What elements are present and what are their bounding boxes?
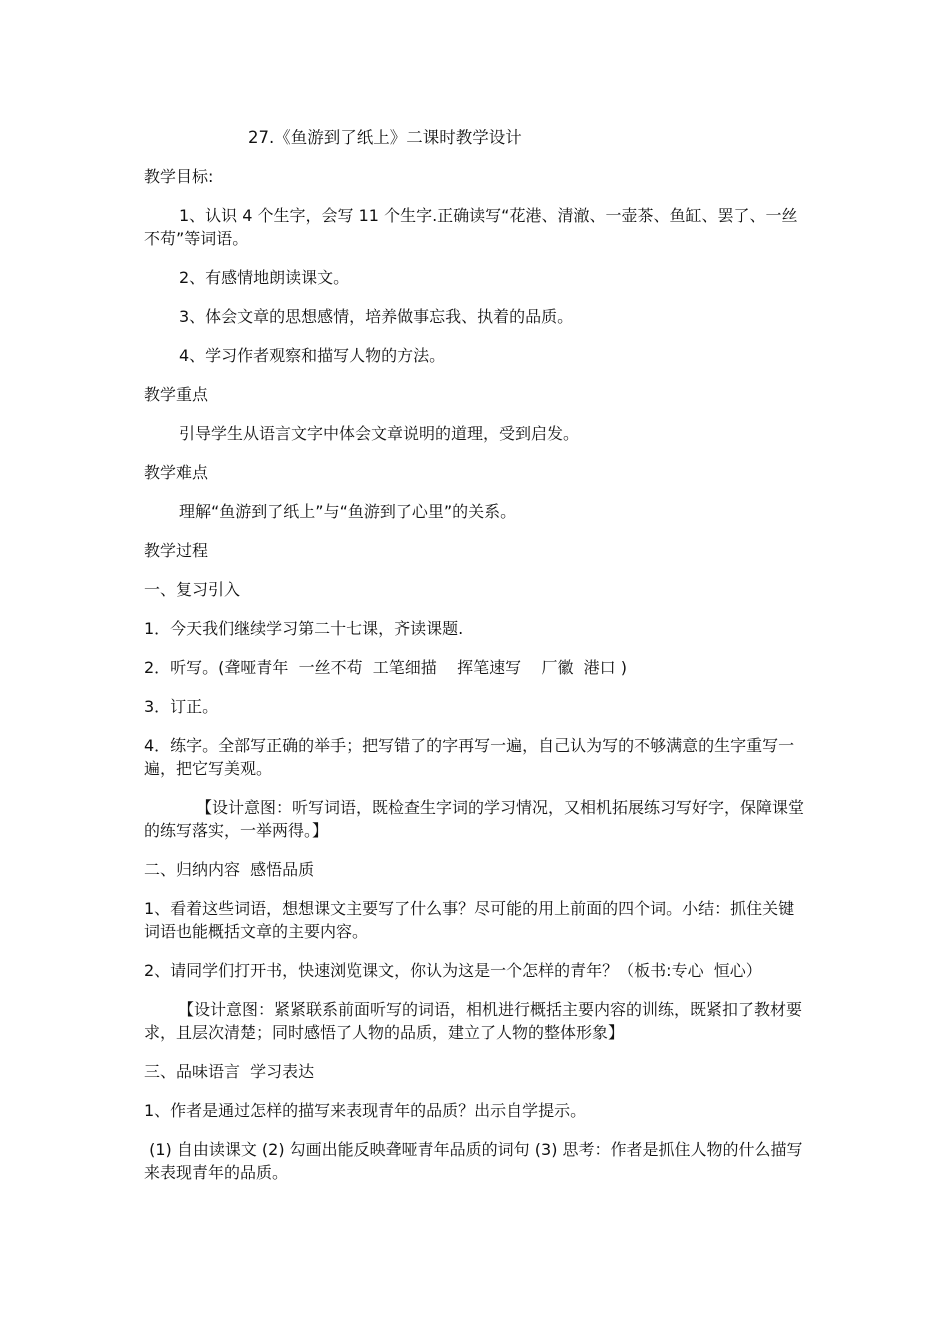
- process-step: 2．听写。(聋哑青年 一丝不苟 工笔细描 挥笔速写 厂徽 港口 ): [144, 658, 627, 677]
- goal-item: 1、认识 4 个生字，会写 11 个生字.正确读写“花港、清澈、一壶茶、鱼缸、罢了、一丝不苟”等词语。: [144, 206, 798, 248]
- goal-item: 3、体会文章的思想感情，培养做事忘我、执着的品质。: [179, 307, 574, 326]
- difficulty-text: 理解“鱼游到了纸上”与“鱼游到了心里”的关系。: [179, 502, 517, 521]
- process-step: 4．练字。全部写正确的举手；把写错了的字再写一遍，自己认为写的不够满意的生字重写一遍，把它写美观。: [144, 736, 795, 778]
- goal-item: 4、学习作者观察和描写人物的方法。: [179, 346, 446, 365]
- goal-item: 2、有感情地朗读课文。: [179, 268, 350, 287]
- goals-heading: 教学目标:: [144, 167, 214, 186]
- design-intent-note: 【设计意图：紧紧联系前面听写的词语，相机进行概括主要内容的训练，既紧扣了教材要求，且层次清楚；同时感悟了人物的品质，建立了人物的整体形象】: [144, 1000, 803, 1042]
- section-heading: 二、归纳内容 感悟品质: [144, 860, 315, 879]
- section-heading: 三、品味语言 学习表达: [144, 1062, 315, 1081]
- process-heading: 教学过程: [144, 541, 209, 560]
- process-step: 1、看着这些词语，想想课文主要写了什么事？尽可能的用上前面的四个词。小结：抓住关键词语也能概括文章的主要内容。: [144, 899, 795, 941]
- key-point-heading: 教学重点: [144, 385, 209, 404]
- section-heading: 一、复习引入: [144, 580, 241, 599]
- process-step: 1．今天我们继续学习第二十七课，齐读课题.: [144, 619, 464, 638]
- process-step: 2、请同学们打开书，快速浏览课文，你认为这是一个怎样的青年？（板书:专心 恒心）: [144, 961, 762, 980]
- process-step: 1、作者是通过怎样的描写来表现青年的品质？出示自学提示。: [144, 1101, 587, 1120]
- process-step: (1) 自由读课文 (2) 勾画出能反映聋哑青年品质的词句 (3) 思考：作者是抓住人物的什么描写来表现青年的品质。: [144, 1140, 803, 1182]
- difficulty-heading: 教学难点: [144, 463, 209, 482]
- design-intent-note: 【设计意图：听写词语，既检查生字词的学习情况，又相机拓展练习写好字，保障课堂的练写落实，一举两得。】: [144, 798, 805, 840]
- process-step: 3．订正。: [144, 697, 219, 716]
- document-title: 27.《鱼游到了纸上》二课时教学设计: [248, 128, 522, 147]
- key-point-text: 引导学生从语言文字中体会文章说明的道理，受到启发。: [179, 424, 580, 443]
